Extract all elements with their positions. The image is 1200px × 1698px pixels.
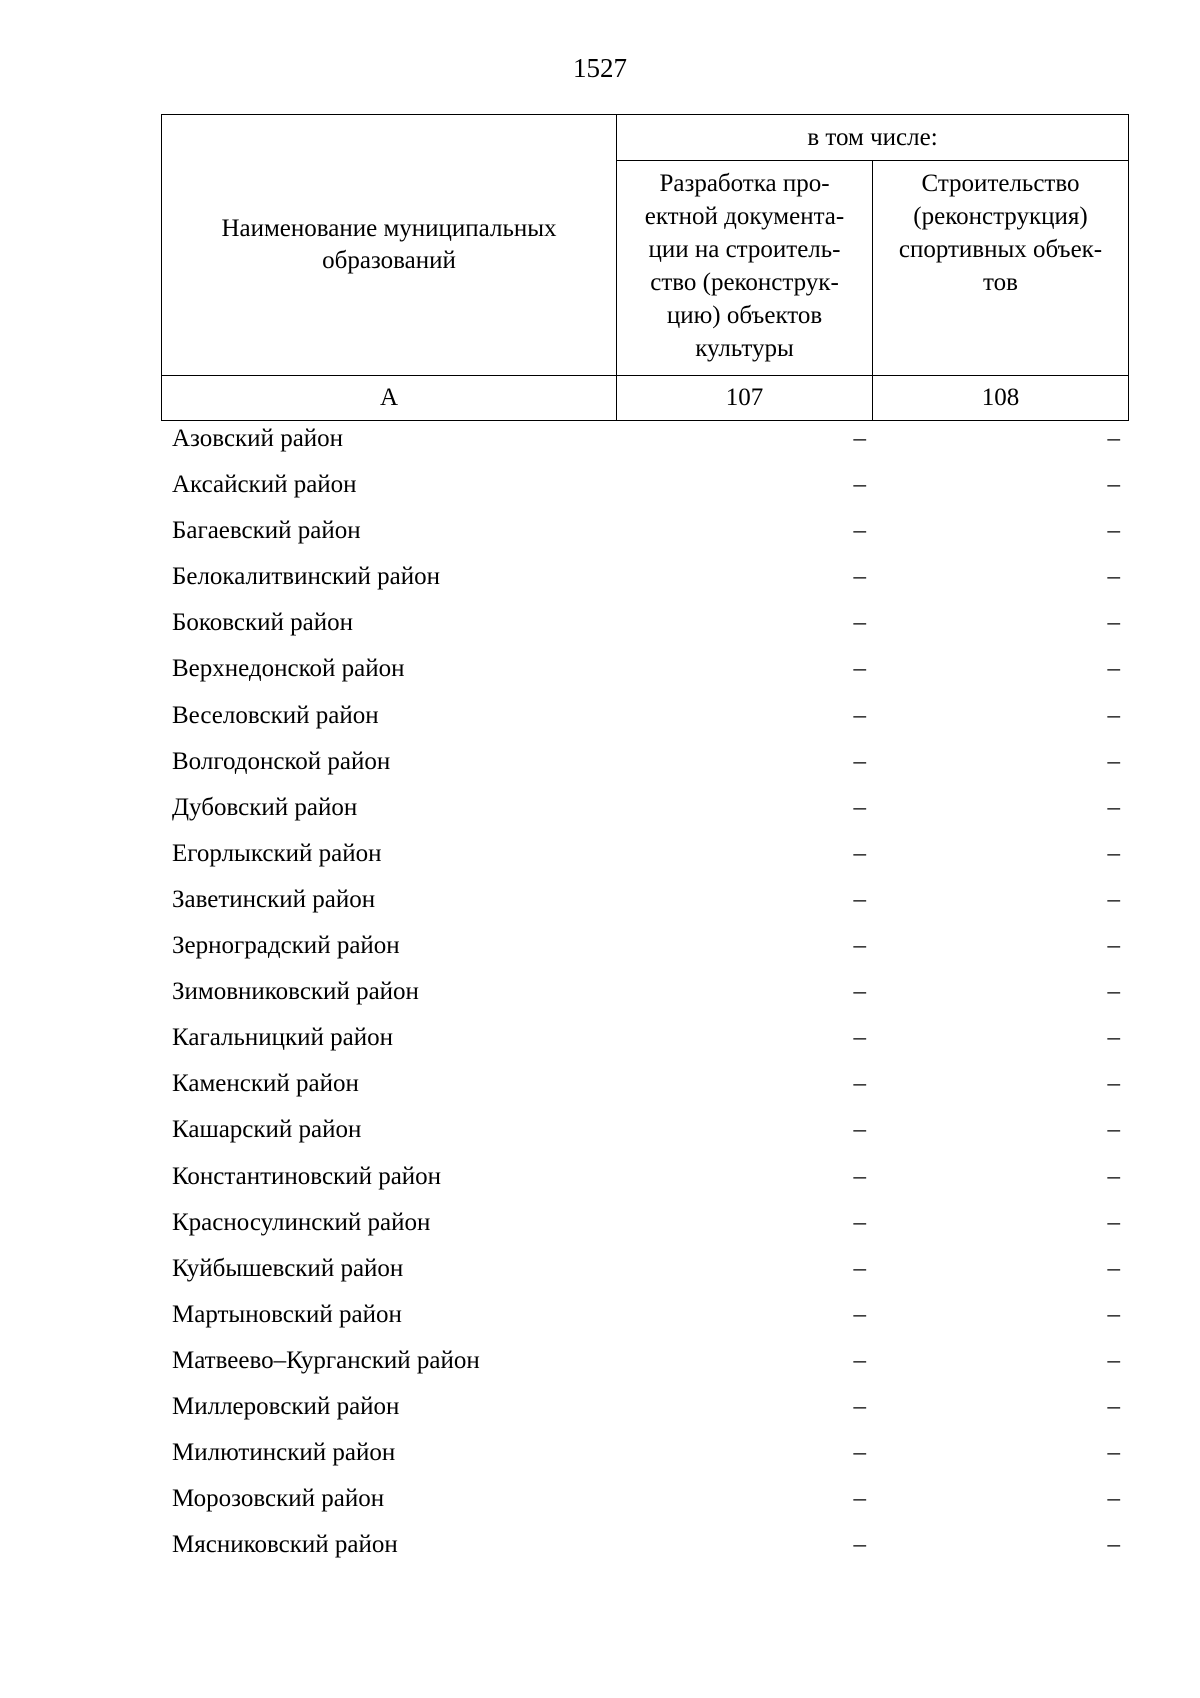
municipality-name: Куйбышевский район	[172, 1254, 404, 1282]
value-108: –	[1107, 609, 1120, 637]
table-row	[161, 1386, 1128, 1432]
value-108: –	[1107, 425, 1120, 452]
value-107: –	[853, 471, 866, 499]
column-header-107-line-3: ции на строитель-	[648, 236, 841, 263]
value-107: –	[853, 1531, 866, 1559]
municipality-name: Морозовский район	[172, 1485, 385, 1513]
value-108: –	[1107, 1439, 1120, 1467]
value-108: –	[1107, 978, 1120, 1006]
value-108: –	[1107, 471, 1120, 499]
municipality-name: Багаевский район	[172, 517, 361, 545]
table-row	[161, 1432, 1128, 1478]
value-108: –	[1107, 1254, 1120, 1282]
table-row	[161, 1340, 1128, 1386]
value-107: –	[853, 701, 866, 729]
table-row	[161, 510, 1128, 556]
municipality-name: Егорлыкский район	[172, 839, 382, 867]
value-107: –	[853, 1300, 866, 1328]
value-107: –	[853, 655, 866, 683]
table-row	[161, 648, 1128, 694]
value-108: –	[1107, 839, 1120, 867]
municipality-name: Милютинский район	[172, 1439, 396, 1467]
column-header-name	[162, 115, 617, 376]
value-107: –	[853, 1346, 866, 1374]
value-107: –	[853, 885, 866, 913]
value-107: –	[853, 563, 866, 591]
column-header-107-line-2: ектной документа-	[644, 203, 845, 230]
value-108: –	[1107, 1024, 1120, 1052]
column-header-108-line-3: спортивных объек-	[898, 236, 1103, 263]
table-row	[161, 464, 1128, 510]
value-108: –	[1107, 1485, 1120, 1513]
value-108: –	[1107, 655, 1120, 683]
value-108: –	[1107, 793, 1120, 821]
column-header-108-line-4: тов	[983, 269, 1018, 296]
municipality-name: Дубовский район	[172, 793, 358, 821]
column-header-107-line-6: культуры	[695, 335, 794, 362]
table-row	[161, 1063, 1128, 1109]
value-108: –	[1107, 1392, 1120, 1420]
municipality-name: Волгодонской район	[172, 747, 391, 775]
municipality-name: Мартыновский район	[172, 1300, 402, 1328]
table-row	[161, 418, 1128, 464]
table-row	[161, 971, 1128, 1017]
value-107: –	[853, 1208, 866, 1236]
value-107: –	[853, 1162, 866, 1190]
municipality-name: Боковский район	[172, 609, 353, 637]
value-107: –	[853, 1485, 866, 1513]
column-header-107	[617, 161, 873, 376]
column-number-107: 107	[617, 376, 873, 421]
value-107: –	[853, 609, 866, 637]
municipality-name: Миллеровский район	[172, 1392, 400, 1420]
table-row	[161, 1202, 1128, 1248]
value-108: –	[1107, 517, 1120, 545]
table-row	[161, 1017, 1128, 1063]
value-107: –	[853, 1024, 866, 1052]
value-108: –	[1107, 1531, 1120, 1559]
value-107: –	[853, 1116, 866, 1144]
value-108: –	[1107, 1208, 1120, 1236]
value-108: –	[1107, 747, 1120, 775]
value-108: –	[1107, 932, 1120, 960]
municipality-name: Кашарский район	[172, 1116, 362, 1144]
municipality-name: Каменский район	[172, 1070, 359, 1098]
column-number-a: А	[162, 376, 617, 421]
value-107: –	[853, 978, 866, 1006]
municipality-name: Аксайский район	[172, 471, 357, 499]
municipality-name: Верхнедонской район	[172, 655, 405, 683]
table-row	[161, 787, 1128, 833]
municipality-name: Зимовниковский район	[172, 978, 419, 1006]
table-row	[161, 879, 1128, 925]
table-body	[161, 418, 1128, 1570]
table-row	[161, 1294, 1128, 1340]
municipality-name: Кагальницкий район	[172, 1024, 394, 1052]
table-row	[161, 741, 1128, 787]
table-row	[161, 1109, 1128, 1155]
municipality-name: Мясниковский район	[172, 1531, 398, 1559]
municipality-name: Константиновский район	[172, 1162, 442, 1190]
column-header-108-line-1: Строительство	[921, 170, 1080, 197]
column-number-108: 108	[873, 376, 1129, 421]
value-108: –	[1107, 1346, 1120, 1374]
value-107: –	[853, 839, 866, 867]
value-107: –	[853, 1254, 866, 1282]
value-108: –	[1107, 1116, 1120, 1144]
column-group-header: в том числе:	[617, 115, 1129, 161]
value-108: –	[1107, 1300, 1120, 1328]
table-row	[161, 1156, 1128, 1202]
value-107: –	[853, 425, 866, 452]
municipality-name: Белокалитвинский район	[172, 563, 440, 591]
municipality-name: Зерноградский район	[172, 932, 400, 960]
municipality-name: Веселовский район	[172, 701, 379, 729]
table-row	[161, 602, 1128, 648]
value-108: –	[1107, 1162, 1120, 1190]
municipality-name: Красносулинский район	[172, 1208, 431, 1236]
value-107: –	[853, 517, 866, 545]
value-107: –	[853, 747, 866, 775]
column-header-108	[873, 161, 1129, 376]
column-header-107-line-4: ство (реконструк-	[650, 269, 839, 296]
value-107: –	[853, 1392, 866, 1420]
table-row	[161, 1478, 1128, 1524]
value-108: –	[1107, 701, 1120, 729]
table-row	[161, 925, 1128, 971]
table-row	[161, 833, 1128, 879]
value-108: –	[1107, 563, 1120, 591]
value-107: –	[853, 932, 866, 960]
column-header-name-line-1: Наименование муниципальных	[221, 215, 557, 242]
municipality-name: Азовский район	[172, 425, 344, 452]
municipality-name: Матвеево–Курганский район	[172, 1346, 480, 1374]
table-row	[161, 695, 1128, 741]
column-header-108-line-2: (реконструкция)	[913, 203, 1088, 230]
column-header-107-line-5: цию) объектов	[666, 302, 823, 329]
municipality-name: Заветинский район	[172, 885, 376, 913]
value-107: –	[853, 1439, 866, 1467]
value-107: –	[853, 793, 866, 821]
value-108: –	[1107, 1070, 1120, 1098]
table-row	[161, 1524, 1128, 1570]
value-107: –	[853, 1070, 866, 1098]
value-108: –	[1107, 885, 1120, 913]
table-header	[161, 114, 1129, 421]
column-header-name-line-2: образований	[322, 247, 456, 274]
table-row	[161, 556, 1128, 602]
column-header-107-line-1: Разработка про-	[659, 170, 830, 197]
table-row	[161, 1248, 1128, 1294]
page-number: 1527	[573, 53, 627, 83]
